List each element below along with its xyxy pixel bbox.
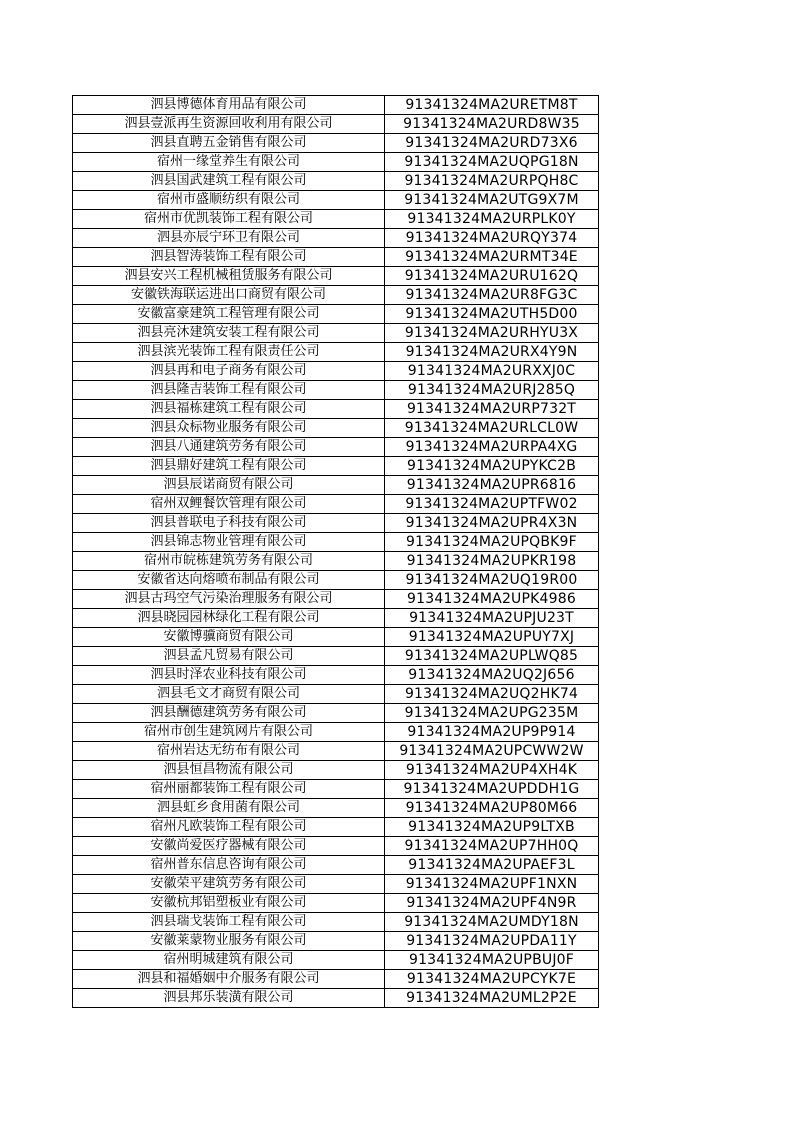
table-row (73, 514, 599, 533)
company-name-cell: 泗县隆吉装饰工程有限公司 (73, 381, 385, 400)
table-row (73, 647, 599, 666)
credit-code-cell: 91341324MA2UPLWQ85 (385, 647, 599, 666)
credit-code-cell: 91341324MA2UPKR198 (385, 552, 599, 571)
table-body (73, 96, 599, 1008)
credit-code-cell: 91341324MA2UPCYK7E (385, 970, 599, 989)
table-row (73, 989, 599, 1008)
company-name-cell: 泗县辰诺商贸有限公司 (73, 476, 385, 495)
credit-code-cell: 91341324MA2UPJU23T (385, 609, 599, 628)
table-row (73, 742, 599, 761)
table-row (73, 438, 599, 457)
credit-code-cell: 91341324MA2UPUY7XJ (385, 628, 599, 647)
credit-code-cell: 91341324MA2UPF1NXN (385, 875, 599, 894)
credit-code-cell: 91341324MA2UPDA11Y (385, 932, 599, 951)
credit-code-cell: 91341324MA2UPAEF3L (385, 856, 599, 875)
credit-code-cell: 91341324MA2UP9P914 (385, 723, 599, 742)
table-row (73, 932, 599, 951)
table-row (73, 780, 599, 799)
company-name-cell: 泗县和福婚姻中介服务有限公司 (73, 970, 385, 989)
table-row (73, 818, 599, 837)
company-name-cell: 安徽杭邦铝塑板业有限公司 (73, 894, 385, 913)
company-name-cell: 宿州市创生建筑网片有限公司 (73, 723, 385, 742)
company-name-cell: 泗县鼎好建筑工程有限公司 (73, 457, 385, 476)
company-name-cell: 宿州市皖栋建筑劳务有限公司 (73, 552, 385, 571)
table-row (73, 571, 599, 590)
credit-code-cell: 91341324MA2UPCWW2W (385, 742, 599, 761)
company-name-cell: 宿州一缘堂养生有限公司 (73, 153, 385, 172)
credit-code-cell: 91341324MA2UP4XH4K (385, 761, 599, 780)
table-row (73, 362, 599, 381)
company-name-cell: 泗县锦志物业管理有限公司 (73, 533, 385, 552)
company-name-cell: 泗县众标物业服务有限公司 (73, 419, 385, 438)
table-row (73, 951, 599, 970)
company-name-cell: 泗县虹乡食用菌有限公司 (73, 799, 385, 818)
table-row (73, 970, 599, 989)
credit-code-cell: 91341324MA2UQ19R00 (385, 571, 599, 590)
table-row (73, 381, 599, 400)
company-name-cell: 宿州岩达无纺布有限公司 (73, 742, 385, 761)
credit-code-cell: 91341324MA2URP732T (385, 400, 599, 419)
company-name-cell: 泗县亦辰宁环卫有限公司 (73, 229, 385, 248)
table-row (73, 856, 599, 875)
table-row (73, 172, 599, 191)
company-name-cell: 安徽富豪建筑工程管理有限公司 (73, 305, 385, 324)
credit-code-cell: 91341324MA2UMDY18N (385, 913, 599, 932)
company-name-cell: 宿州明城建筑有限公司 (73, 951, 385, 970)
company-name-cell: 宿州凡欧装饰工程有限公司 (73, 818, 385, 837)
credit-code-cell: 91341324MA2URJ285Q (385, 381, 599, 400)
company-name-cell: 泗县普联电子科技有限公司 (73, 514, 385, 533)
company-name-cell: 安徽省达向熔喷布制品有限公司 (73, 571, 385, 590)
company-name-cell: 安徽尚爱医疗器械有限公司 (73, 837, 385, 856)
company-name-cell: 泗县福栋建筑工程有限公司 (73, 400, 385, 419)
credit-code-cell: 91341324MA2UPDDH1G (385, 780, 599, 799)
credit-code-cell: 91341324MA2UPK4986 (385, 590, 599, 609)
table-row (73, 761, 599, 780)
credit-code-cell: 91341324MA2URU162Q (385, 267, 599, 286)
table-row (73, 400, 599, 419)
table-row (73, 134, 599, 153)
credit-code-cell: 91341324MA2URD8W35 (385, 115, 599, 134)
table-row (73, 305, 599, 324)
company-name-cell: 安徽博骥商贸有限公司 (73, 628, 385, 647)
table-row (73, 324, 599, 343)
credit-code-cell: 91341324MA2URPQH8C (385, 172, 599, 191)
company-name-cell: 泗县瑞戈装饰工程有限公司 (73, 913, 385, 932)
table-row (73, 628, 599, 647)
company-name-cell: 宿州普东信息咨询有限公司 (73, 856, 385, 875)
company-name-cell: 宿州双鲤餐饮管理有限公司 (73, 495, 385, 514)
table-row (73, 419, 599, 438)
credit-code-cell: 91341324MA2UPTFW02 (385, 495, 599, 514)
table-row (73, 837, 599, 856)
credit-code-cell: 91341324MA2UPG235M (385, 704, 599, 723)
credit-code-cell: 91341324MA2URLCL0W (385, 419, 599, 438)
company-name-cell: 泗县安兴工程机械租赁服务有限公司 (73, 267, 385, 286)
table-row (73, 495, 599, 514)
company-name-cell: 泗县直聘五金销售有限公司 (73, 134, 385, 153)
table-row (73, 286, 599, 305)
company-name-cell: 安徽莱蒙物业服务有限公司 (73, 932, 385, 951)
company-name-cell: 泗县再和电子商务有限公司 (73, 362, 385, 381)
company-name-cell: 泗县酬德建筑劳务有限公司 (73, 704, 385, 723)
table-row (73, 476, 599, 495)
table-row (73, 609, 599, 628)
company-name-cell: 安徽铁海联运进出口商贸有限公司 (73, 286, 385, 305)
company-name-cell: 泗县孟凡贸易有限公司 (73, 647, 385, 666)
table-row (73, 590, 599, 609)
table-row (73, 229, 599, 248)
company-name-cell: 宿州市盛顺纺织有限公司 (73, 191, 385, 210)
table-row (73, 115, 599, 134)
company-name-cell: 泗县博德体育用品有限公司 (73, 96, 385, 115)
company-name-cell: 泗县毛文才商贸有限公司 (73, 685, 385, 704)
credit-code-cell: 91341324MA2UTG9X7M (385, 191, 599, 210)
table-row (73, 799, 599, 818)
credit-code-cell: 91341324MA2UQ2HK74 (385, 685, 599, 704)
credit-code-cell: 91341324MA2UP7HH0Q (385, 837, 599, 856)
company-name-cell: 宿州丽都装饰工程有限公司 (73, 780, 385, 799)
company-name-cell: 泗县滨光装饰工程有限责任公司 (73, 343, 385, 362)
credit-code-cell: 91341324MA2UPYKC2B (385, 457, 599, 476)
credit-code-cell: 91341324MA2URETM8T (385, 96, 599, 115)
table-row (73, 894, 599, 913)
credit-code-cell: 91341324MA2UP9LTXB (385, 818, 599, 837)
table-row (73, 704, 599, 723)
credit-code-cell: 91341324MA2URD73X6 (385, 134, 599, 153)
credit-code-cell: 91341324MA2UPQBK9F (385, 533, 599, 552)
table-row (73, 267, 599, 286)
credit-code-cell: 91341324MA2UQPG18N (385, 153, 599, 172)
company-name-cell: 泗县壹派再生资源回收利用有限公司 (73, 115, 385, 134)
credit-code-cell: 91341324MA2UPR6816 (385, 476, 599, 495)
table-row (73, 875, 599, 894)
company-name-cell: 泗县恒昌物流有限公司 (73, 761, 385, 780)
company-name-cell: 宿州市优凯装饰工程有限公司 (73, 210, 385, 229)
credit-code-cell: 91341324MA2UPR4X3N (385, 514, 599, 533)
company-name-cell: 泗县八通建筑劳务有限公司 (73, 438, 385, 457)
table-row (73, 248, 599, 267)
credit-code-cell: 91341324MA2UQ2J656 (385, 666, 599, 685)
company-name-cell: 泗县晓园园林绿化工程有限公司 (73, 609, 385, 628)
credit-code-cell: 91341324MA2URX4Y9N (385, 343, 599, 362)
table-row (73, 913, 599, 932)
credit-code-cell: 91341324MA2URPLK0Y (385, 210, 599, 229)
table-row (73, 552, 599, 571)
credit-code-cell: 91341324MA2UR8FG3C (385, 286, 599, 305)
company-name-cell: 泗县智涛装饰工程有限公司 (73, 248, 385, 267)
company-name-cell: 泗县时泽农业科技有限公司 (73, 666, 385, 685)
table-row (73, 666, 599, 685)
credit-code-cell: 91341324MA2URXXJ0C (385, 362, 599, 381)
table-row (73, 210, 599, 229)
company-name-cell: 泗县亮沐建筑安装工程有限公司 (73, 324, 385, 343)
credit-code-cell: 91341324MA2UP80M66 (385, 799, 599, 818)
company-name-cell: 泗县古玛空气污染治理服务有限公司 (73, 590, 385, 609)
table-row (73, 723, 599, 742)
credit-code-cell: 91341324MA2URPA4XG (385, 438, 599, 457)
credit-code-cell: 91341324MA2URHYU3X (385, 324, 599, 343)
company-registry-table (72, 95, 599, 1008)
table-row (73, 343, 599, 362)
credit-code-cell: 91341324MA2UPF4N9R (385, 894, 599, 913)
table-row (73, 685, 599, 704)
table-row (73, 153, 599, 172)
credit-code-cell: 91341324MA2URQY374 (385, 229, 599, 248)
company-name-cell: 泗县邦乐装潢有限公司 (73, 989, 385, 1008)
credit-code-cell: 91341324MA2UML2P2E (385, 989, 599, 1008)
company-name-cell: 安徽荣平建筑劳务有限公司 (73, 875, 385, 894)
table-row (73, 96, 599, 115)
company-name-cell: 泗县国武建筑工程有限公司 (73, 172, 385, 191)
table-row (73, 533, 599, 552)
credit-code-cell: 91341324MA2UTH5D00 (385, 305, 599, 324)
table-row (73, 457, 599, 476)
credit-code-cell: 91341324MA2URMT34E (385, 248, 599, 267)
table-row (73, 191, 599, 210)
credit-code-cell: 91341324MA2UPBUJ0F (385, 951, 599, 970)
